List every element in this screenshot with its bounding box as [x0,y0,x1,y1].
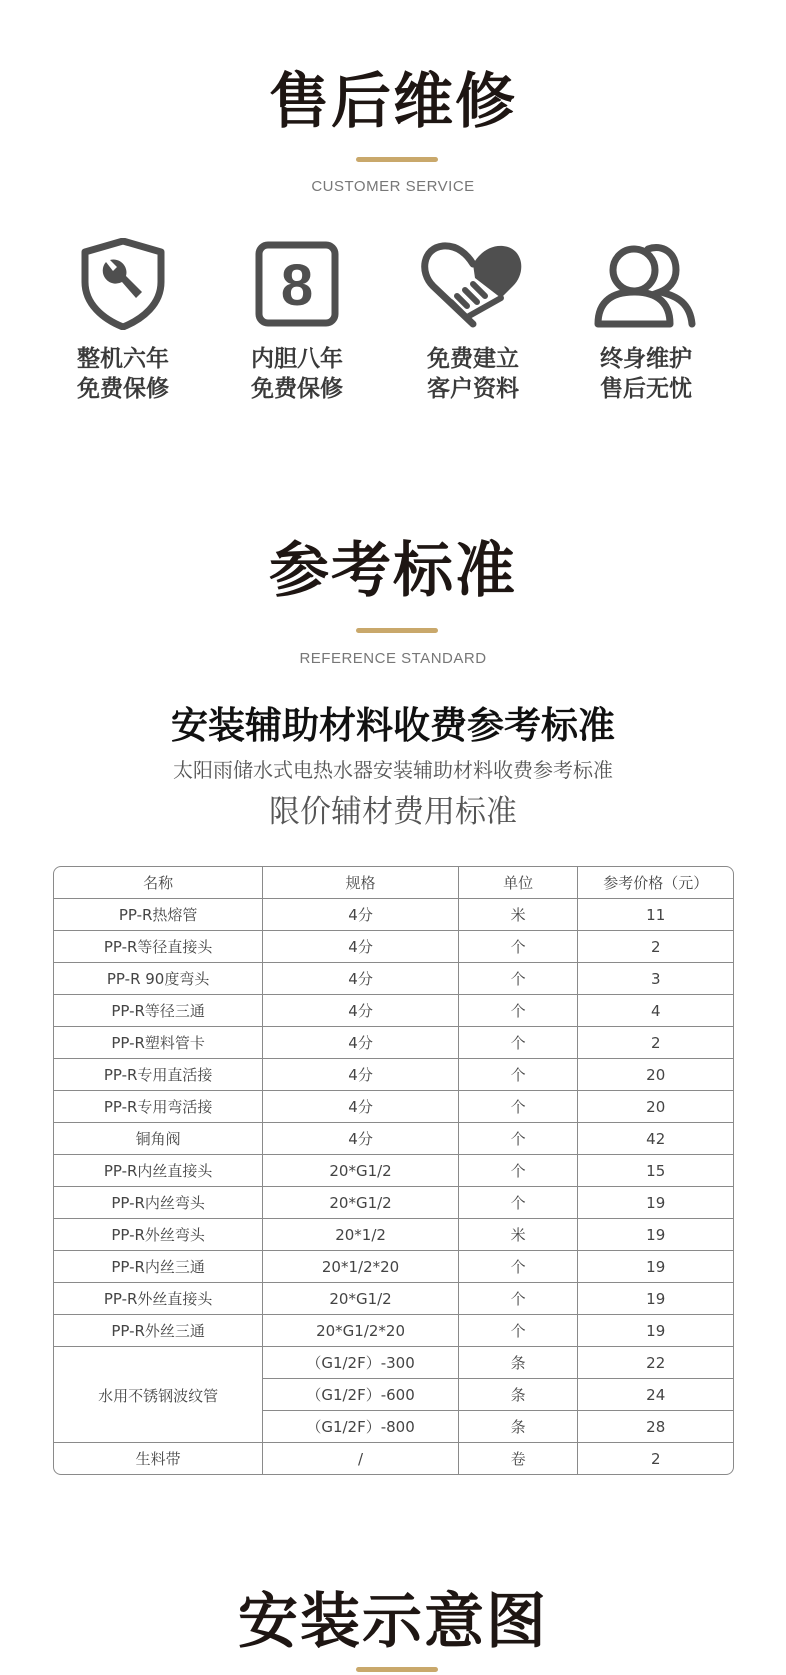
cell-price: 15 [578,1155,733,1187]
cell-price: 19 [578,1315,733,1347]
cell-unit: 个 [459,995,579,1027]
cell-unit: 个 [459,1059,579,1091]
feature-label-line1: 终身维护 [600,346,692,372]
install-title-divider [356,1667,438,1672]
cell-spec: 4分 [263,931,459,963]
cell-name [54,1411,263,1443]
feature-customer-records [393,238,553,404]
table-row [54,1315,733,1347]
table-row [54,1187,733,1219]
cell-name: PP-R内丝三通 [54,1251,263,1283]
feature-warranty-tank-label [217,344,377,404]
cell-price: 19 [578,1283,733,1315]
cell-unit: 个 [459,1251,579,1283]
feature-warranty-tank [217,238,377,404]
feature-warranty-machine-label [43,344,203,404]
feature-label-line2: 免费保修 [251,376,343,402]
reference-price-table [53,866,734,1475]
cell-price: 20 [578,1059,733,1091]
cell-spec: 20*G1/2 [263,1187,459,1219]
cell-unit: 个 [459,1091,579,1123]
cell-price: 20 [578,1091,733,1123]
cell-spec: （G1/2F）-300 [263,1347,459,1379]
table-row [54,899,733,931]
table-header-row [54,867,733,899]
reference-title: 参考标准 [269,536,517,606]
header-unit: 单位 [459,867,579,899]
table-row [54,1091,733,1123]
cell-name: PP-R内丝弯头 [54,1187,263,1219]
feature-label-line2: 免费保修 [77,376,169,402]
cell-name: PP-R等径三通 [54,995,263,1027]
cell-price: 19 [578,1187,733,1219]
cell-price: 42 [578,1123,733,1155]
table-row [54,1347,733,1379]
eight-glyph: 8 [280,253,314,318]
cell-unit: 个 [459,1155,579,1187]
cell-name: PP-R等径直接头 [54,931,263,963]
cell-unit: 个 [459,1027,579,1059]
cell-spec: 20*G1/2 [263,1155,459,1187]
cell-spec: 4分 [263,963,459,995]
cell-price: 4 [578,995,733,1027]
cell-spec: 4分 [263,1059,459,1091]
cell-name: 水用不锈钢波纹管 [54,1379,263,1411]
service-title-divider [356,157,438,162]
handshake-heart-icon [417,238,529,330]
table-row [54,1059,733,1091]
cell-name: 生料带 [54,1443,263,1474]
cell-spec: 20*1/2 [263,1219,459,1251]
table-row [54,1411,733,1443]
table-row [54,1379,733,1411]
cell-price: 2 [578,931,733,963]
cell-name: PP-R热熔管 [54,899,263,931]
table-row [54,1251,733,1283]
reference-subtitle: REFERENCE STANDARD [299,650,487,667]
cell-unit: 条 [459,1411,579,1443]
table-row [54,1155,733,1187]
cell-name: PP-R塑料管卡 [54,1027,263,1059]
feature-lifetime-maintenance-label [566,344,726,404]
reference-subheading: 太阳雨储水式电热水器安装辅助材料收费参考标准 [173,758,613,782]
cell-spec: 20*1/2*20 [263,1251,459,1283]
cell-name: PP-R专用直活接 [54,1059,263,1091]
table-row [54,963,733,995]
cell-unit: 个 [459,1123,579,1155]
cell-spec: （G1/2F）-800 [263,1411,459,1443]
table-row [54,1443,733,1474]
cell-price: 28 [578,1411,733,1443]
table-row [54,1283,733,1315]
table-row [54,1123,733,1155]
cell-price: 11 [578,899,733,931]
cell-name: 铜角阀 [54,1123,263,1155]
cell-unit: 个 [459,963,579,995]
reference-subheading-2: 限价辅材费用标准 [269,794,517,830]
table-row [54,931,733,963]
cell-price: 2 [650,1449,661,1468]
cell-price: 24 [578,1379,733,1411]
cell-spec: 4分 [263,1091,459,1123]
cell-unit: 个 [459,931,579,963]
feature-label-line1: 免费建立 [427,346,519,372]
install-title: 安装示意图 [238,1587,548,1657]
cell-name: PP-R外丝直接头 [54,1283,263,1315]
cell-spec: 4分 [263,1027,459,1059]
cell-spec: 4分 [263,995,459,1027]
cell-price: 19 [578,1251,733,1283]
users-icon [590,238,702,330]
cell-price: 19 [578,1219,733,1251]
feature-customer-records-label [393,344,553,404]
wrench-shield-icon [78,238,168,330]
cell-name: PP-R外丝弯头 [54,1219,263,1251]
cell-unit: 条 [459,1347,579,1379]
cell-name: PP-R 90度弯头 [54,963,263,995]
table-row [54,995,733,1027]
number-eight-icon [252,238,342,330]
feature-label-line2: 售后无忧 [600,376,692,402]
feature-label-line2: 客户资料 [427,376,519,402]
cell-name: PP-R内丝直接头 [54,1155,263,1187]
cell-unit: 卷 [459,1443,579,1474]
cell-spec: 20*G1/2*20 [263,1315,459,1347]
cell-spec: 4分 [263,1123,459,1155]
cell-spec: （G1/2F）-600 [263,1379,459,1411]
cell-name: PP-R外丝三通 [54,1315,263,1347]
cell-unit: 米 [459,1219,579,1251]
cell-price: 3 [578,963,733,995]
feature-warranty-machine [43,238,203,404]
cell-unit: 个 [459,1187,579,1219]
cell-price: 22 [578,1347,733,1379]
header-price: 参考价格（元） [578,867,733,899]
reference-heading: 安装辅助材料收费参考标准 [171,704,615,747]
service-subtitle: CUSTOMER SERVICE [311,178,475,195]
header-spec: 规格 [263,867,459,899]
cell-spec: 20*G1/2 [263,1283,459,1315]
header-name: 名称 [54,867,263,899]
cell-price: 2 [578,1027,733,1059]
cell-spec: 4分 [263,899,459,931]
table-row [54,1027,733,1059]
cell-unit: 个 [459,1315,579,1347]
feature-lifetime-maintenance [566,238,726,404]
service-title: 售后维修 [269,67,517,137]
cell-spec: / [263,1443,459,1474]
cell-name [54,1347,263,1379]
cell-unit: 条 [459,1379,579,1411]
feature-label-line1: 整机六年 [77,346,169,372]
feature-label-line1: 内胆八年 [251,346,343,372]
reference-title-divider [356,628,438,633]
table-row [54,1219,733,1251]
cell-unit: 米 [459,899,579,931]
cell-unit: 个 [459,1283,579,1315]
cell-name: PP-R专用弯活接 [54,1091,263,1123]
